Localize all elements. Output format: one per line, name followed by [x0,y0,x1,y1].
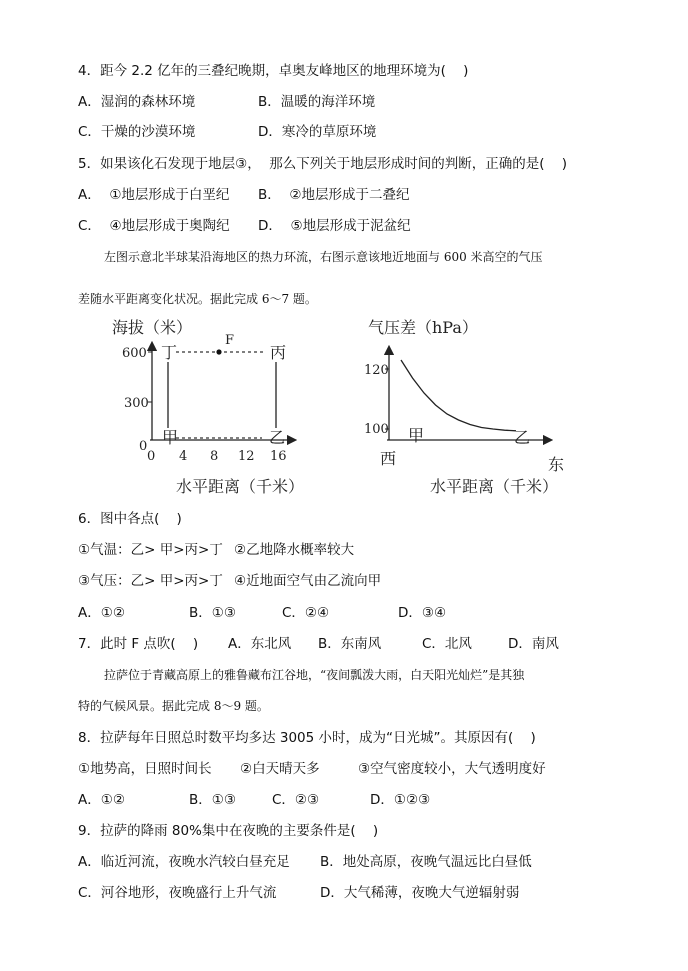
right-x-end-east: 东 [548,455,565,474]
q6-statement-4: ④近地面空气由乙流向甲 [234,573,382,589]
pressure-diff-curve [401,360,516,431]
q8-option-c: C．②③ [272,792,320,808]
left-figure [112,318,304,496]
q4-option-c: C．干燥的沙漠环境 [78,124,196,140]
q7-option-b: B．东南风 [318,636,382,652]
left-xlabel: 水平距离（千米） [176,477,305,496]
left-xtick-8: 8 [210,449,219,464]
q4-stem: 4．距今 2.2 亿年的三叠纪晚期，卓奥友峰地区的地理环境为( ) [78,63,469,79]
q6-stem: 6．图中各点( ) [78,511,182,527]
q5-option-c: C． ④地层形成于奥陶纪 [78,218,230,234]
q4-option-d: D．寒冷的草原环境 [258,124,377,140]
q9-option-c: C．河谷地形，夜晚盛行上升气流 [78,885,277,901]
left-xtick-16: 16 [270,449,287,464]
label-ding: 丁 [161,343,178,362]
q9-option-b: B．地处高原，夜晚气温远比白昼低 [320,854,532,870]
q8-option-b: B．①③ [189,792,236,808]
right-label-yi: 乙 [514,428,531,447]
point-f-label: F [225,333,235,348]
intro-8-9-line2: 特的气候风景。据此完成 8～9 题。 [78,699,269,713]
q5-option-a: A． ①地层形成于白垩纪 [78,187,230,203]
q7-option-a: A．东北风 [228,636,292,652]
q8-statement-2: ②白天晴天多 [240,761,320,777]
q8-option-d: D．①②③ [370,792,431,808]
left-ytick-600: 600 [122,346,147,361]
q8-stem: 8．拉萨每年日照总时数平均多达 3005 小时，成为“日光城”。其原因有( ) [78,730,536,746]
q6-option-b: B．①③ [189,605,236,621]
q6-statement-1: ①气温：乙> 甲>丙>丁 [78,542,223,558]
right-ytick-100: 100 [364,422,389,437]
q5-option-d: D． ⑤地层形成于泥盆纪 [258,218,411,234]
q8-option-a: A．①② [78,792,125,808]
left-ytick-0: 0 [139,439,148,454]
intro-6-7-line1: 左图示意北半球某沿海地区的热力环流，右图示意该地近地面与 600 米高空的气压 [104,250,543,264]
q8-statement-3: ③空气密度较小，大气透明度好 [358,761,546,777]
intro-8-9-line1: 拉萨位于青藏高原上的雅鲁藏布江谷地，“夜间瓢泼大雨，白天阳光灿烂”是其独 [104,668,525,682]
q6-option-a: A．①② [78,605,125,621]
q9-stem: 9．拉萨的降雨 80%集中在夜晚的主要条件是( ) [78,823,379,839]
q7-option-d: D．南风 [508,636,559,652]
q8-statement-1: ①地势高，日照时间长 [78,761,212,777]
right-ylabel: 气压差（hPa） [368,318,478,337]
q9-option-a: A．临近河流，夜晚水汽较白昼充足 [78,854,290,870]
left-xtick-12: 12 [238,449,255,464]
intro-6-7-line2: 差随水平距离变化状况。据此完成 6～7 题。 [78,292,317,306]
right-x-start-west: 西 [380,449,397,468]
right-xlabel: 水平距离（千米） [430,477,559,496]
q6-statement-3: ③气压：乙> 甲>丙>丁 [78,573,223,589]
q5-option-b: B． ②地层形成于二叠纪 [258,187,410,203]
q7-stem: 7．此时 F 点吹( ) [78,636,199,652]
q4-option-a: A．湿润的森林环境 [78,94,196,110]
figures [0,310,688,510]
right-ytick-120: 120 [364,363,389,378]
q6-statement-2: ②乙地降水概率较大 [234,542,355,558]
q9-option-d: D．大气稀薄，夜晚大气逆辐射弱 [320,885,520,901]
label-jia: 甲 [162,428,179,447]
q6-option-d: D．③④ [398,605,447,621]
left-xtick-4: 4 [179,449,188,464]
left-ytick-300: 300 [124,396,149,411]
q4-option-b: B．温暖的海洋环境 [258,94,376,110]
point-f-dot [216,349,221,354]
left-ylabel: 海拔（米） [112,318,193,337]
right-figure [364,318,564,496]
right-label-jia: 甲 [408,426,425,445]
q6-option-c: C．②④ [282,605,330,621]
label-bing: 丙 [270,343,287,362]
left-xtick-0: 0 [147,449,156,464]
q7-option-c: C．北风 [422,636,472,652]
label-yi: 乙 [269,428,286,447]
q5-stem: 5．如果该化石发现于地层③， 那么下列关于地层形成时间的判断，正确的是( ) [78,156,567,172]
